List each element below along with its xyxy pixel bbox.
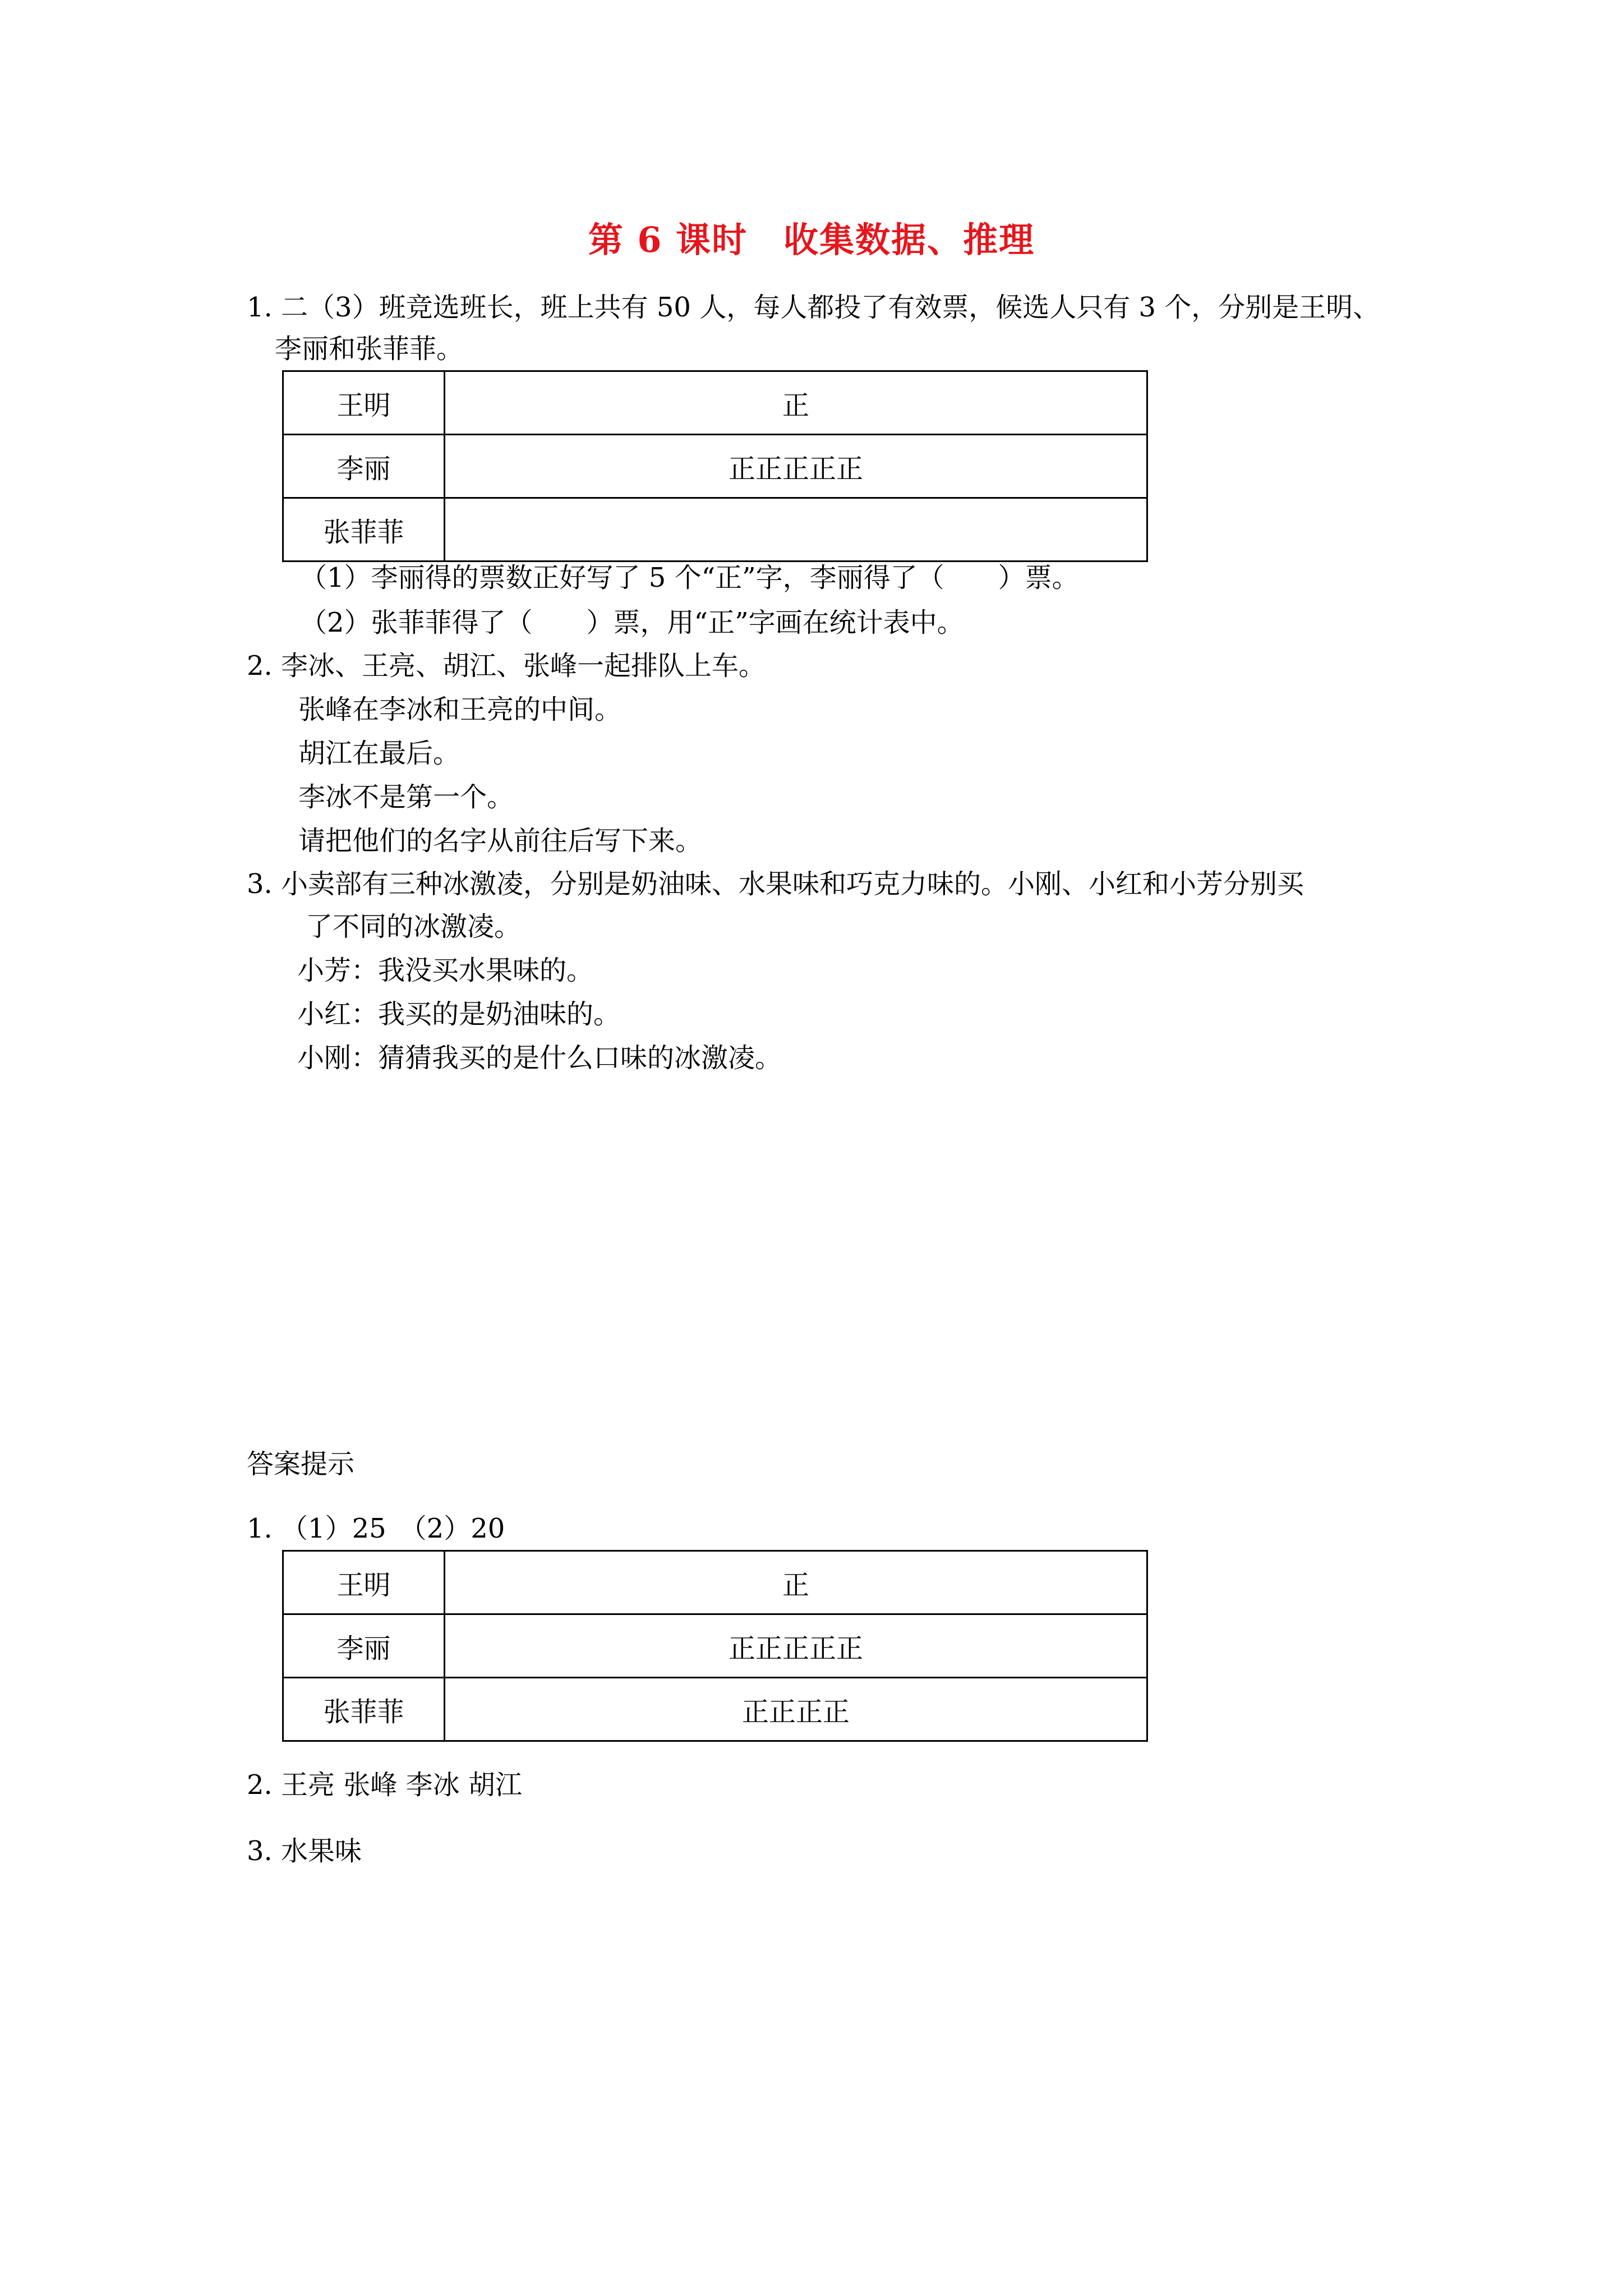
q3-line2: 了不同的冰激凌。 <box>306 911 522 942</box>
tally-marks: 正 <box>445 371 1147 435</box>
candidate-name: 王明 <box>283 371 445 435</box>
candidate-name: 张菲菲 <box>283 498 445 562</box>
answer-3: 3. 水果味 <box>247 1835 362 1867</box>
tally-marks: 正 <box>445 1551 1147 1614</box>
tally-marks: 正正正正正 <box>445 435 1147 498</box>
q2-clue3: 李冰不是第一个。 <box>298 781 514 813</box>
q1-sub2: （2）张菲菲得了（ ）票，用“正”字画在统计表中。 <box>300 607 964 638</box>
q2-clue1: 张峰在李冰和王亮的中间。 <box>298 694 622 725</box>
q1-sub1: （1）李丽得的票数正好写了 5 个“正”字，李丽得了（ ）票。 <box>300 562 1079 593</box>
q2-clue2: 胡江在最后。 <box>298 738 460 769</box>
page-title: 第 6 课时 收集数据、推理 <box>588 219 1035 260</box>
table-row <box>283 435 1147 498</box>
table-row <box>283 1551 1147 1614</box>
answers-heading: 答案提示 <box>247 1448 355 1480</box>
q3-statement1: 小芳：我没买水果味的。 <box>297 955 594 986</box>
tally-marks <box>445 498 1147 562</box>
q2-line1: 2. 李冰、王亮、胡江、张峰一起排队上车。 <box>247 650 766 682</box>
q1-line1: 1. 二（3）班竞选班长，班上共有 50 人，每人都投了有效票，候选人只有 3 个，分别是王明、 <box>247 292 1380 323</box>
candidate-name: 张菲菲 <box>283 1678 445 1741</box>
q1-line2: 李丽和张菲菲。 <box>275 333 464 365</box>
candidate-name: 李丽 <box>283 435 445 498</box>
q2-ask: 请把他们的名字从前往后写下来。 <box>298 825 703 857</box>
table-row <box>283 1678 1147 1741</box>
q1-tally-table <box>282 370 1148 562</box>
tally-marks: 正正正正 <box>445 1678 1147 1741</box>
q3-statement3: 小刚：猜猜我买的是什么口味的冰激凌。 <box>297 1042 782 1074</box>
answer-2: 2. 王亮 张峰 李冰 胡江 <box>247 1769 522 1801</box>
candidate-name: 李丽 <box>283 1614 445 1678</box>
table-row <box>283 371 1147 435</box>
table-row <box>283 1614 1147 1678</box>
q3-statement2: 小红：我买的是奶油味的。 <box>297 999 621 1030</box>
candidate-name: 王明 <box>283 1551 445 1614</box>
tally-marks: 正正正正正 <box>445 1614 1147 1678</box>
q3-line1: 3. 小卖部有三种冰激凌，分别是奶油味、水果味和巧克力味的。小刚、小红和小芳分别买 <box>247 868 1304 900</box>
answer-1: 1. （1）25 （2）20 <box>247 1513 505 1544</box>
answer-tally-table <box>282 1550 1148 1742</box>
table-row <box>283 498 1147 562</box>
